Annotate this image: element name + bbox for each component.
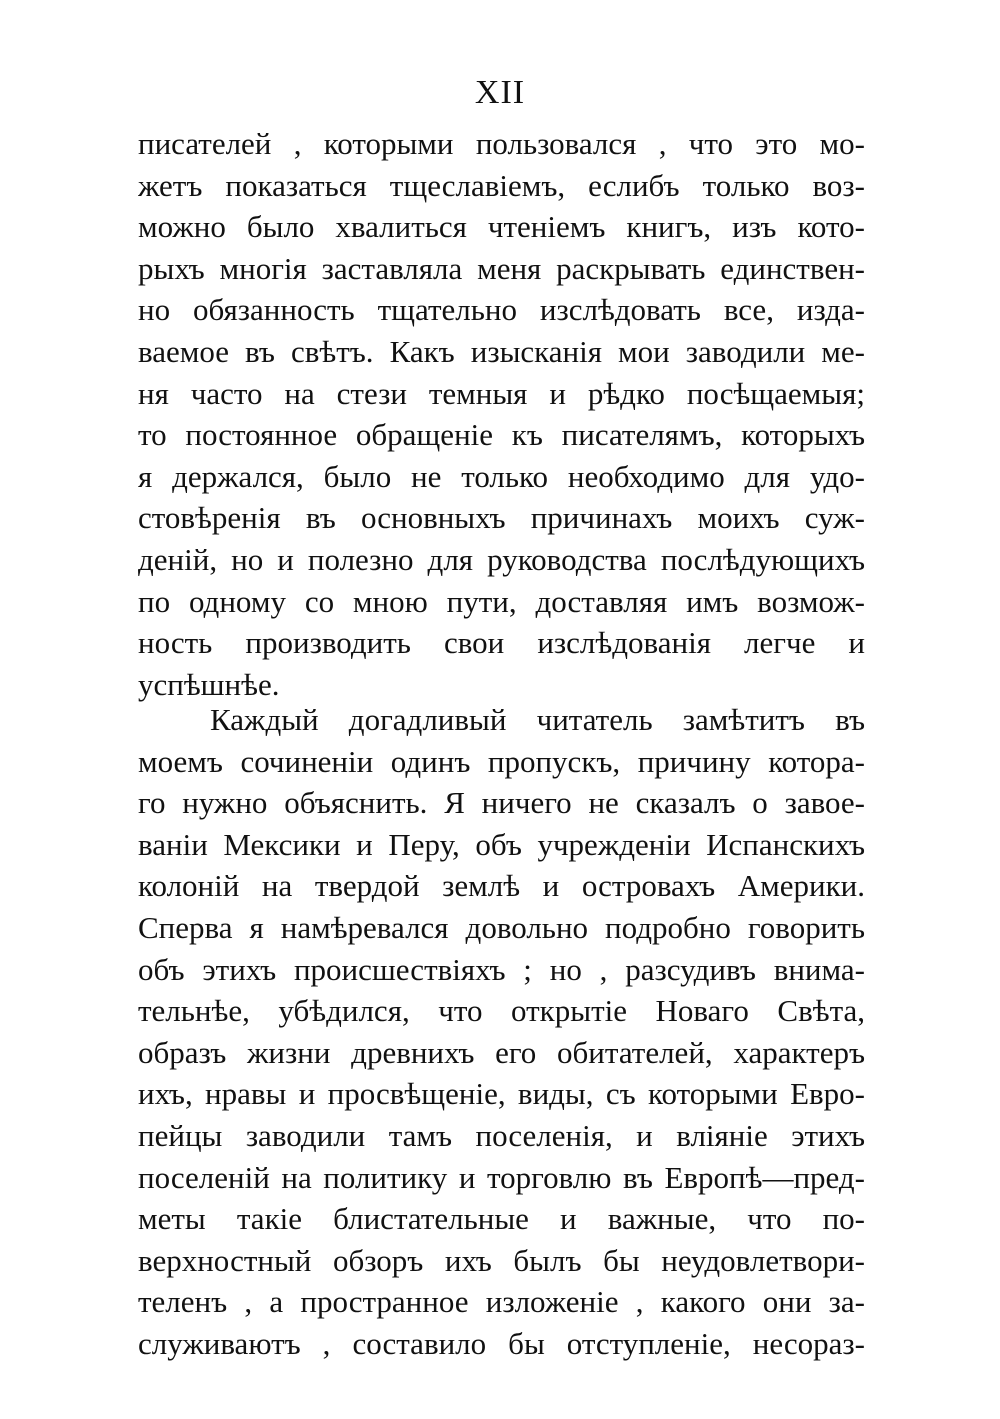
page-number: XII <box>474 74 526 111</box>
text-line: по одному со мною пути, доставляя имъ возмож- <box>138 583 865 619</box>
text-line: но обязанность тщательно изслѣдовать все, изда- <box>138 292 865 328</box>
text-line: верхностный обзоръ ихъ былъ бы неудовлетвори- <box>138 1242 865 1278</box>
text-line: моемъ сочиненіи одинъ пропускъ, причину котора- <box>138 743 865 779</box>
text-line: теленъ , а пространное изложеніе , какого они за- <box>138 1284 865 1320</box>
text-line: объ этихъ происшествіяхъ ; но , разсудивъ внима- <box>138 951 865 987</box>
text-line: стовѣренія въ основныхъ причинахъ моихъ суж- <box>138 500 865 536</box>
text-line: тельнѣе, убѣдился, что открытіе Новаго Свѣта, <box>138 993 865 1029</box>
text-line: ваемое въ свѣтъ. Какъ изысканія мои заводили ме- <box>138 333 865 369</box>
paragraph-1 <box>138 123 865 705</box>
text-line: ваніи Мексики и Перу, объ учрежденіи Испанскихъ <box>138 826 865 862</box>
text-line: я держался, было не только необходимо для удо- <box>138 458 865 494</box>
text-line: поселеній на политику и торговлю въ Европѣ—пред- <box>138 1159 865 1195</box>
text-line: ность производить свои изслѣдованія легче и <box>138 625 865 661</box>
text-line: можно было хвалиться чтеніемъ книгъ, изъ кото- <box>138 209 865 245</box>
text-line: го нужно объяснить. Я ничего не сказалъ о завое- <box>138 785 865 821</box>
text-line: ня часто на стези темныя и рѣдко посѣщаемыя; <box>138 375 865 411</box>
text-line: образъ жизни древнихъ его обитателей, характеръ <box>138 1034 865 1070</box>
text-line: жетъ показаться тщеславіемъ, еслибъ только воз- <box>138 167 865 203</box>
paragraph-2 <box>138 699 865 1365</box>
text-line: колоній на твердой землѣ и островахъ Америки. <box>138 868 865 904</box>
text-line: Каждый догадливый читатель замѣтитъ въ <box>210 702 865 737</box>
text-line: писателей , которыми пользовался , что это мо- <box>138 126 865 161</box>
text-line: меты такіе блистательные и важные, что по- <box>138 1201 865 1237</box>
text-line: ихъ, нравы и просвѣщеніе, виды, съ которыми Евро- <box>138 1076 865 1112</box>
text-line: то постоянное обращеніе къ писателямъ, которыхъ <box>138 417 865 453</box>
text-line: рыхъ многія заставляла меня раскрывать единствен- <box>138 250 865 286</box>
text-line: деній, но и полезно для руководства послѣдующихъ <box>138 541 865 577</box>
text-line: Сперва я намѣревался довольно подробно говорить <box>138 909 865 945</box>
text-line: успѣшнѣе. <box>138 666 280 702</box>
text-line: служиваютъ , составило бы отступленіе, несораз- <box>138 1325 865 1361</box>
text-line: пейцы заводили тамъ поселенія, и вліяніе этихъ <box>138 1117 865 1153</box>
